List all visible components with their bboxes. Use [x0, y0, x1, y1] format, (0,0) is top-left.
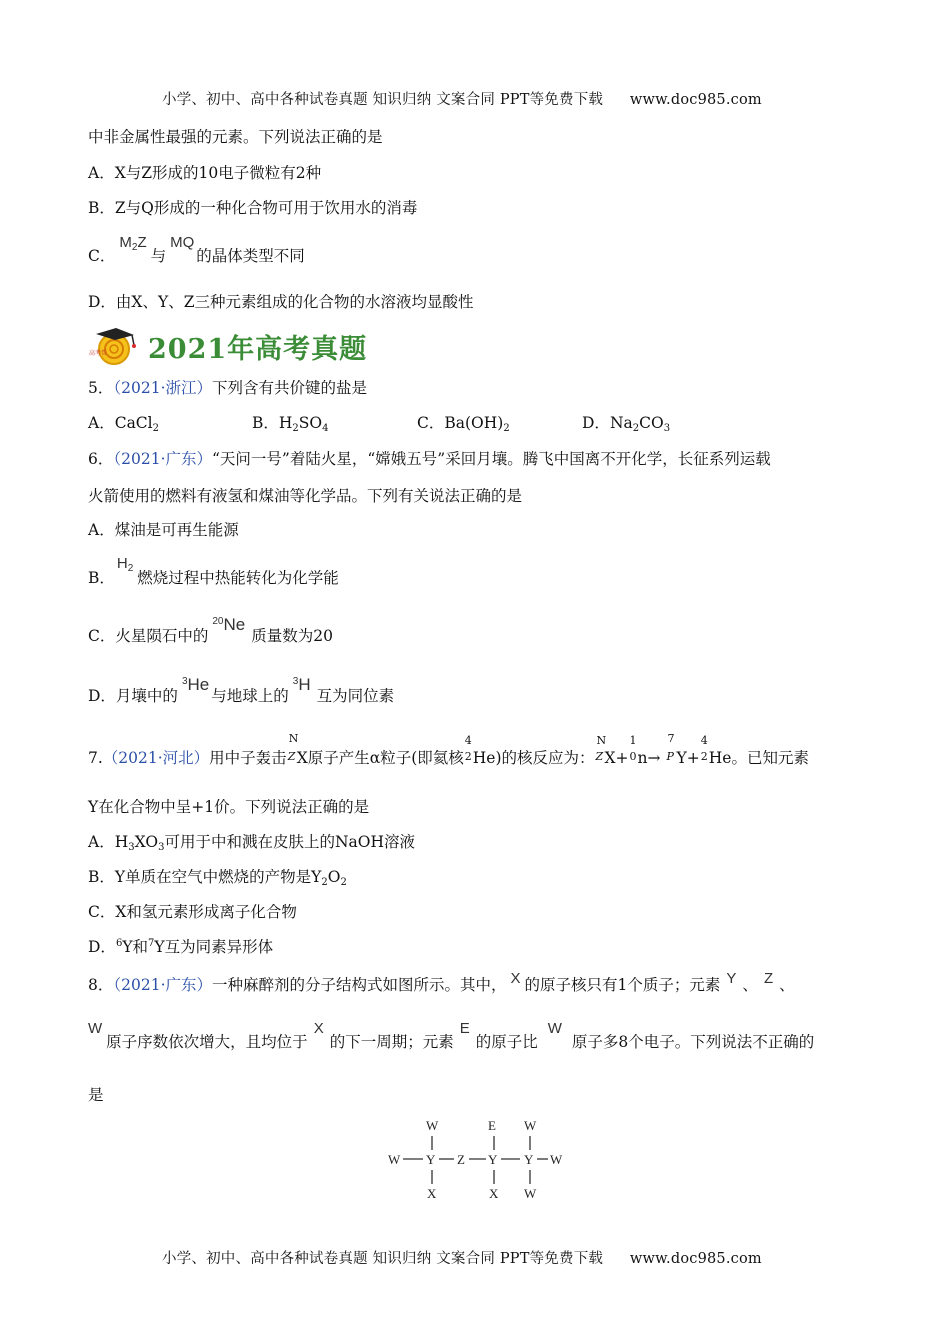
- formula-mq: MQ: [170, 234, 195, 251]
- q6-option-a: A．煤油是可再生能源: [88, 521, 239, 539]
- q4-stem-tail: 中非金属性最强的元素。下列说法正确的是: [88, 128, 383, 146]
- q6-option-d: D．月壤中的$^3$He与地球上的$^3$H互为同位素: [88, 675, 395, 705]
- header-url: www.doc985.com: [629, 92, 762, 108]
- q7-option-b: B．Y单质在空气中燃烧的产物是$Y_2O_2$: [88, 868, 347, 888]
- atom-w-top-3: W: [524, 1118, 537, 1133]
- q6-stem-line2: 火箭使用的燃料有液氢和煤油等化学品。下列有关说法正确的是: [88, 487, 523, 505]
- q4-option-b: B．Z与Q形成的一种化合物可用于饮用水的消毒: [88, 199, 418, 217]
- molecular-structure-diagram: [380, 1112, 580, 1204]
- q8-stem-line2: W原子序数依次增大，且均位于X的下一周期；元素E的原子比W原子多8个电子。下列说法不正确的: [88, 1020, 815, 1051]
- q4-option-a: A．X与Z形成的10电子微粒有2种: [88, 164, 322, 182]
- banner-title: 2021年高考真题: [148, 334, 368, 365]
- q7-stem-line1: 7.（2021·河北）用中子轰击 N Z X原子产生α粒子(即氦核 4 2 He)的核反应为： N Z X+ 1 0 n→ 7 P Y+ 4 2 He。已知元素: [88, 732, 809, 767]
- mascot-logo-icon: [88, 325, 140, 367]
- q7-stem-line2: Y在化合物中呈+1价。下列说法正确的是: [88, 798, 370, 816]
- atom-w-bottom: W: [524, 1186, 537, 1201]
- q5-option-d: D．$Na_2CO_3$: [582, 414, 671, 434]
- atom-x-bottom-2: X: [489, 1186, 499, 1201]
- q6-source: （2021·广东）: [113, 450, 212, 468]
- atom-y-3: Y: [524, 1152, 534, 1167]
- q8-stem-line3: 是: [88, 1086, 104, 1104]
- isotope-ne20: $^{20}$Ne: [212, 615, 246, 634]
- reaction-helium: 4 2: [700, 734, 708, 763]
- q5-option-a: A．CaCl$_2$: [88, 414, 159, 434]
- q7-source: （2021·河北）: [102, 749, 210, 767]
- isotope-h3: $^3$H: [292, 675, 311, 694]
- atom-e-top: E: [488, 1118, 496, 1133]
- q4-option-d: D．由X、Y、Z三种元素组成的化合物的水溶液均显酸性: [88, 293, 474, 311]
- q7-option-c: C．X和氢元素形成离子化合物: [88, 903, 297, 921]
- atom-w-right: W: [550, 1152, 563, 1167]
- q5-option-b: B．$H_2SO_4$: [252, 414, 329, 434]
- page-header: [162, 88, 762, 109]
- atom-y-1: Y: [426, 1152, 436, 1167]
- reaction-nuclide-x: N Z: [595, 734, 607, 763]
- formula-m2z: $M_2Z$: [119, 234, 147, 253]
- formula-h2: $H_2$: [116, 555, 134, 574]
- nuclide-nzx: N Z: [287, 732, 299, 763]
- q8-stem-line1: 8．（2021·广东）一种麻醉剂的分子结构式如图所示。其中， X 的原子核只有1个质子；元素 Y 、 Z 、: [88, 970, 795, 994]
- q5-stem: 5．（2021·浙江）下列含有共价键的盐是: [88, 379, 368, 397]
- q7-option-d: D．$^6$Y和$^7$Y互为同素异形体: [88, 938, 274, 956]
- nuclide-he4: 4 2: [464, 734, 472, 763]
- section-banner: [88, 325, 388, 367]
- atom-w-top-1: W: [426, 1118, 439, 1133]
- q6-option-b: B．$H_2$燃烧过程中热能转化为化学能: [88, 555, 339, 587]
- atom-z: Z: [457, 1152, 465, 1167]
- q5-source: （2021·浙江）: [113, 379, 212, 397]
- q6-option-c: C．火星陨石中的$^{20}$Ne质量数为20: [88, 615, 333, 645]
- atom-y-2: Y: [488, 1152, 498, 1167]
- q4-option-c: C．$M_2Z$与MQ的晶体类型不同: [88, 234, 305, 265]
- q8-source: （2021·广东）: [113, 976, 212, 994]
- header-text: 小学、初中、高中各种试卷真题 知识归纳 文案合同 PPT等免费下载: [162, 92, 604, 108]
- q7-option-a: A．$H_3XO_3$可用于中和溅在皮肤上的NaOH溶液: [88, 833, 415, 853]
- footer-url: www.doc985.com: [629, 1251, 762, 1267]
- q5-option-c: C．$Ba(OH)_2$: [417, 414, 510, 434]
- atom-x-bottom-1: X: [427, 1186, 437, 1201]
- reaction-nuclide-y: 7 P: [666, 732, 675, 763]
- svg-text:高考帮: 高考帮: [89, 350, 108, 357]
- footer-text: 小学、初中、高中各种试卷真题 知识归纳 文案合同 PPT等免费下载: [162, 1251, 604, 1267]
- page-footer: [162, 1247, 762, 1268]
- isotope-he3: $^3$He: [181, 675, 210, 694]
- reaction-neutron: 1 0: [629, 734, 637, 763]
- q6-stem-line1: 6．（2021·广东）“天问一号”着陆火星，“嫦娥五号”采回月壤。腾飞中国离不开化学，长征系列运载: [88, 450, 771, 468]
- atom-w-left: W: [388, 1152, 401, 1167]
